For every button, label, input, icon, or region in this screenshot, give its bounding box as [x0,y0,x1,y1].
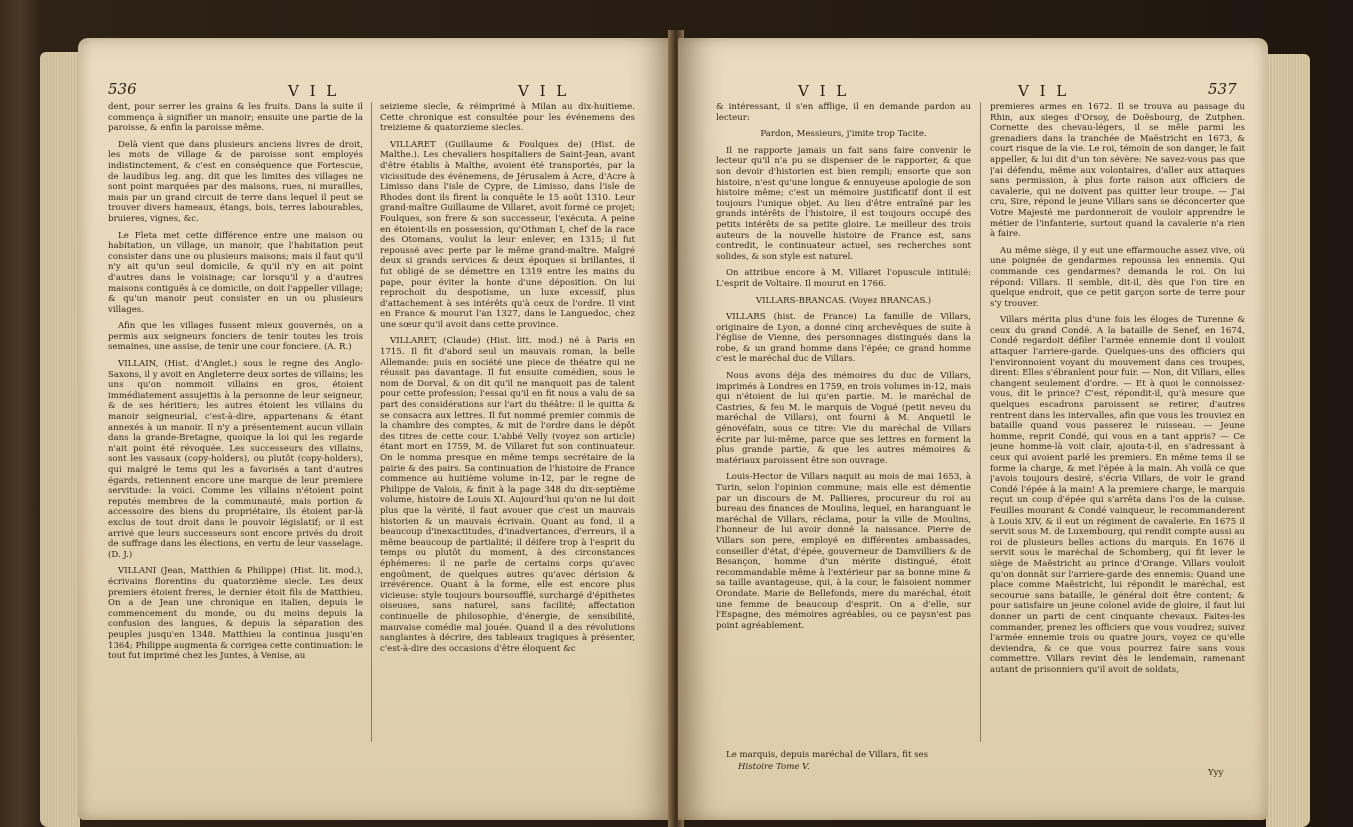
paragraph: Au même siège, il y eut une effarmouche assez vive, où une poignée de gendarmes repoussa les ennemis. Qui commande ces gendarmes? demanda le roi. On lui répond: Villars. Il semble, dit-il, dès que l'on tire en quelque endroit, que ce petit garçon sorte de terre pour s'y trouver. [990,245,1245,309]
paragraph: Delà vient que dans plusieurs anciens livres de droit, les mots de village & de paroisse sont employés indistinctement, & c'est en conséquence que Fortescue, de laudibus leg. ang. dit que les limites des villages ne sont point marquées par des maisons, rues, ni murailles, mais par un grand circuit de terre dans lequel il peut se trouver divers hameaux, étangs, bois, terres labourables, bruieres, vignes, &c. [108,139,363,224]
paragraph: VILLAIN, (Hist. d'Anglet.) sous le regne des Anglo-Saxons, il y avoit en Angleterre deux sortes de villains; les uns qu'on nommoit villains en gros, étoient immédiatement assujettis à la personne de leur seigneur, & de ses héritiers; les autres étoient les villains du manoir seigneurial, c'est-à-dire, appartenans & étant annexés à un manoir. Il n'y a présentement aucun villain dans la grande-Bretagne, quoique la loi qui les regarde n'ait point été révoquée. Les successeurs des villains, sont les vassaux (copy-holders), ou plutôt (copy-holders), qui malgré le tems qui les a favorisés a tant d'autres égards, retiennent encore une marque de leur premiere servitude: la voici. Comme les villains n'étoient point reputés membres de la communauté, mais portion & accessoire des biens du propriétaire, ils étoient par-là exclus de tout droit dans le pouvoir législatif; or il est arrivé que leurs successeurs sont encore privés du droit de suffrage dans les élections, en vertu de leur vasselage. (D. J.) [108,359,363,560]
right-column-1 [716,102,971,802]
left-page-edges [40,52,80,827]
paragraph: Il ne rapporte jamais un fait sans faire convenir le lecteur qu'il n'a pu se dispenser de le rapporter, & que son devoir d'historien est bien rempli; ensorte que son histoire, n'est qu'une longue & ennuyeuse apologie de son histoire même; c'est un mémoire justificatif dont il est toujours l'unique objet. Au lieu d'être entraîné par les grands intérêts de l'histoire, il est toujours occupé des petits intérêts de sa petite gloire. Le meilleur des trois auteurs de la nouvelle histoire de France est, sans contredit, le continuateur actuel, ses recherches sont solides, & son style est naturel. [716,145,971,262]
column-divider [980,102,981,742]
paragraph: dent, pour serrer les grains & les fruits. Dans la suite il commença à signifier un manoir; ensuite une partie de la paroisse, & enfin la paroisse même. [108,102,363,134]
right-page [678,38,1268,820]
left-running-head-1: V I L [288,82,340,100]
paragraph: Afin que les villages fussent mieux gouvernés, on a permis aux seigneurs fonciers de tenir toutes les trois semaines, une assise, de tenir une cour fonciere. (A. R.) [108,321,363,353]
left-running-head-2: V I L [518,82,570,100]
right-running-head-1: V I L [798,82,850,100]
paragraph: Le Fleta met cette différence entre une maison ou habitation, un village, un manoir, que l'habitation peut consister dans une ou plusieurs maisons; mais il faut qu'il n'y ait qu'un seul domicile, & qu'il n'y en ait point d'autres dans le voisinage; car lorsqu'il y a d'autres maisons contiguës à ce domicile, on doit l'appeller village; & qu'un manoir peut consister en un ou plusieurs villages. [108,230,363,315]
paragraph: VILLARET, (Claude) (Hist. litt. mod.) né à Paris en 1715. Il fit d'abord seul un mauvais roman, la belle Allemande: puis en société une piece de théatre qui ne réussit pas davantage. Il fut ensuite comédien, sous le nom de Dorval, & on dit qu'il ne manquoit pas de talent pour cette profession; l'essai qu'il en fit nous a valu de sa part des considérations sur l'art du théâtre: il le quitta & se consacra aux lettres. Il fut nommé premier commis de la chambre des comptes, & mit de l'ordre dans le dépôt des titres de cette cour. L'abbé Velly (voyez son article) étant mort en 1759, M. de Villaret fut son continuateur. On le nomma presque en même temps secrétaire de la pairie & des pairs. Sa continuation de l'histoire de France commence au huitième volume in-12, par le regne de Philippe de Valois, & finit à la page 348 du dix-septième volume, histoire de Louis XI. Aujourd'hui qu'on ne lui doit plus que la vérité, il faut avouer que c'est un mauvais historien & un mauvais écrivain. Quant au fond, il a beaucoup d'inexactitudes, d'inadvertances, d'erreurs, il a même beaucoup de partialité; il déifere trop à l'esprit du temps ou plutôt du moment, à des circonstances éphémeres: il ne parle de certains corps qu'avec engoûment, de quelques autres qu'avec dérision & irrévérence. Quant à la forme, elle est encore plus vicieuse: style toujours boursoufflé, surchargé d'épithetes oiseuses, sans naturel, sans facilité; affectation continuelle de philosophie, d'énergie, de sensibilité, mauvaise comédie mal jouée. Quand il a des révolutions sanglantes à décrire, des tableaux tragiques à présenter, c'est-à-dire des occasions d'être éloquent &c [380,336,635,654]
paragraph: Pardon, Messieurs, j'imite trop Tacite. [760,129,927,140]
paragraph: VILLARS-BRANCAS. (Voyez BRANCAS.) [755,295,932,306]
right-column-2 [990,102,1245,802]
footer-note: Le marquis, depuis maréchal de Villars, fit ses [726,750,929,760]
paragraph: Louis-Hector de Villars naquit au mois de mai 1653, à Turin, selon l'opinion commune; mais elle est démentie par un discours de M. Pallieres, procureur du roi au bureau des finances de Moulins, lequel, en haranguant le maréchal de Villars, réclama, pour la ville de Moulins, l'honneur de lui avoir donné la naissance. Pierre de Villars son pere, employé en différentes ambassades, conseiller d'état, d'épée, gouverneur de Damvilliers & de Besançon, homme d'un mérite distingué, étoit recommandable même à l'extérieur par sa bonne mine & sa taille avantageuse, qui, à la cour, le faisoient nommer Orondate. Marie de Bellefonds, mere du maréchal, étoit une femme de beaucoup d'esprit. On a d'elle, sur l'Espagne, des mémoires agréables, ou ce paysn'est pas point agréablement. [716,472,971,631]
paragraph: seizieme siecle, & réimprimé à Milan au dix-huitieme. Cette chronique est consultée pour les événemens des treizieme & quatorzieme siecles. [380,102,635,134]
paragraph: VILLANI (Jean, Matthien & Philippe) (Hist. lit. mod.), écrivains florentins du quatorzième siecle. Les deux premiers étoient freres, le dernier étoit fils de Matthieu. On a de Jean une chronique en italien, depuis le commencement du monde, ou du moins depuis la confusion des langues, & depuis la séparation des peuples jusqu'en 1348. Matthieu la continua jusqu'en 1364; Philippe augmenta & corrigea cette continuation: le tout fut imprimé chez les Juntes, à Venise, au [108,566,363,662]
paragraph: premieres armes en 1672. Il se trouva au passage du Rhin, aux sieges d'Orsoy, de Doësbourg, de Zutphen. Cornette des chevau-légers, il se mêle parmi les grenadiers dans la tranchée de Maëstricht en 1673, & court risque de la vie. Le roi, témoin de son danger, le fait appeller, & lui dit d'un ton sévère: Ne savez-vous pas que j'ai défendu, même aux volontaires, d'aller aux attaques sans permission, à plus forte raison aux officiers de cavalerie, qui ne doivent pas quitter leur troupe. — J'ai cru, Sire, répond le jeune Villars sans se déconcerter que Votre Majesté me pardonneroit de vouloir apprendre le métier de l'infanterie, surtout quand la cavalerie n'a rien à faire. [990,102,1245,240]
paragraph: & intéressant, il s'en afflige, il en demande pardon au lecteur: [716,102,971,123]
right-page-edges [1266,54,1310,827]
paragraph: VILLARS (hist. de France) La famille de Villars, originaire de Lyon, a donné cinq archevêques de suite à l'église de Vienne, des personnages distingués dans la robe, & un grand homme dans l'épée; ce grand homme c'est le maréchal duc de Villars. [716,312,971,365]
footer-volume: Histoire Tome V. [738,762,810,772]
paragraph: On attribue encore à M. Villaret l'opuscule intitulé: L'esprit de Voltaire. Il mourut en 1766. [716,268,971,289]
left-column-2 [380,102,635,802]
left-page-number: 536 [108,80,137,98]
left-page [78,38,674,820]
column-divider [371,102,372,742]
left-column-1 [108,102,363,802]
paragraph: Nous avons déja des mémoires du duc de Villars, imprimés à Londres en 1759, en trois volumes in-12, mais qui n'étoient de lui qu'en partie. M. le maréchal de Castries, & feu M. le marquis de Vogué (petit neveu du maréchal de Villars), ont fourni à M. Anquetil le génovéfain, sous ce titre: Vie du maréchal de Villars écrite par lui-même, parce que ses lettres en forment la plus grande partie, & que les autres mémoires & matériaux paroissent être son ouvrage. [716,371,971,466]
right-page-number: 537 [1208,80,1237,98]
paragraph: VILLARET (Guillaume & Foulques de) (Hist. de Malthe.). Les chevaliers hospitaliers de Saint-Jean, avant d'être établis à Malthe, avoient été transportés, par la vicissitude des événemens, de Jérusalem à Acre, d'Acre à Limisso dans l'isle de Cypre, de Limisso, dans l'isle de Rhodes dont ils firent la conquête le 15 août 1310. Leur grand-maître Guillaume de Villaret, avoit formé ce projet; Foulques, son frere & son successeur, l'exécuta. A peine en étoient-ils en possession, qu'Othman I, chef de la race des Otomans, voulut la leur enlever, en 1315; il fut repoussé avec perte par le même grand-maître. Malgré deux si grands services & deux époques si brillantes, il fut obligé de se démettre en 1319 entre les mains du pape, pour éviter la honte d'une déposition. On lui reprochoit du despotisme, un luxe excessif, plus d'attachement à ses intérêts qu'à ceux de l'ordre. Il vint en France & mourut l'an 1327, dans le Languedoc, chez une sœur qu'il avoit dans cette province. [380,139,635,330]
paragraph: Villars mérita plus d'une fois les éloges de Turenne & ceux du grand Condé. A la bataille de Senef, en 1674, Condé regardoit défiler l'armée ennemie dont il vouloit attaquer l'arriere-garde. Quelques-uns des officiers qui l'environnoient voyant du mouvement dans ces troupes, dirent: Elles s'ébranlent pour fuir. — Non, dit Villars, elles changent seulement d'ordre. — Et à quoi le connoissez-vous, dit le prince? C'est, répondit-il, qu'à mesure que quelques escadrons paroissent se retirer, d'autres rentrent dans les intervalles, afin que vous les trouviez en bataille quand vous passerez le ruisseau. — Jeune homme, reprit Condé, qui vous en a tant appris? — Ce jeune homme-là voit clair, ajouta-t-il, en s'adressant à ceux qui avoient parlé les premiers. En même tems il se forme la charge, & met l'épée à la main. Ah voilà ce que j'avois toujours desiré, s'écria Villars, de voir le grand Condé l'épée à la main! A la premiere charge, le marquis reçut un coup d'épée qui s'arrêta dans l'os de la cuisse. Feuilles mourant & Condé vainqueur, le recommanderent à Louis XIV, & il eut un régiment de cavalerie. En 1675 il servit sous M. de Luxembourg, qui rendit compte aussi au roi de plusieurs belles actions du marquis. En 1676 il servit sous le maréchal de Schomberg, qui fit lever le siège de Maëstricht au prince d'Orange. Villars vouloit qu'on donnât sur l'arriere-garde des ennemis: Quand une place comme Maëstricht, lui répondit le maréchal, est secourue sans bataille, le général doit être content; & pour satisfaire un jeune colonel avide de gloire, il faut lui donner un parti de cent cinquante chevaux. Faites-les commander, prenez les officiers que vous voudrez; suivez l'armée ennemie trois ou quatre jours, voyez ce qu'elle deviendra, & ce que vous pourrez faire sans vous commettre. Villars revint dès le lendemain, ramenant autant de prisonniers qu'il avoit de soldats, [990,315,1245,675]
right-running-head-2: V I L [1018,82,1070,100]
signature-mark: Yyy [1208,768,1224,778]
